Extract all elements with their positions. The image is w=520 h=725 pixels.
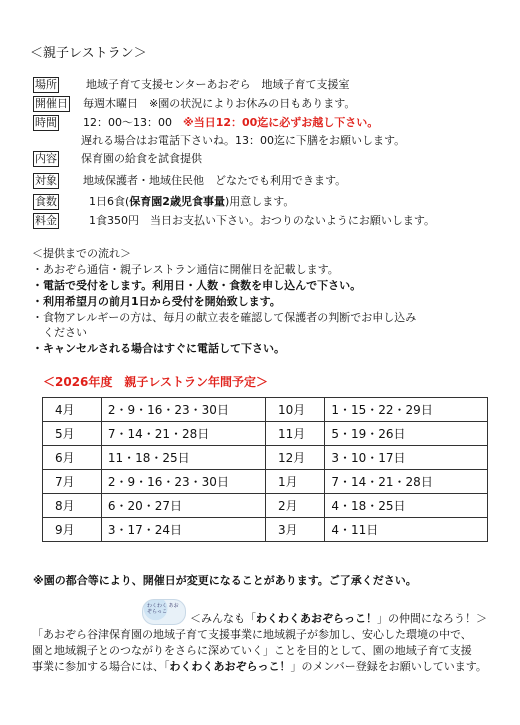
info-value-time-line2: 遅れる場合はお電話下さいね。13：00迄に下膳をお願いします。: [81, 134, 406, 147]
info-label-date: 開催日: [35, 97, 68, 110]
schedule-dates: 6・20・27日: [101, 494, 265, 518]
flow-item: ・あおぞら通信・親子レストラン通信に開催日を記載します。: [32, 263, 339, 276]
schedule-dates: 7・14・21・28日: [101, 422, 265, 446]
page-title: ＜親子レストラン＞: [30, 46, 147, 61]
schedule-row: [43, 470, 488, 494]
schedule-dates: 11・18・25日: [101, 446, 265, 470]
logo-text: わくわく あおぞらっこ: [147, 603, 179, 615]
schedule-month: 10月: [265, 398, 324, 422]
description-line: 園と地域親子とのつながりをさらに深めていく」ことを目的として、園の地域子育て支援: [32, 644, 472, 657]
schedule-row: [43, 422, 488, 446]
schedule-month: 2月: [265, 494, 324, 518]
flow-item: ・食物アレルギーの方は、毎月の献立表を確認して保護者の判断でお申し込み: [32, 311, 417, 324]
info-value-meals: 1日6食(保育園2歳児食事量)用意します。: [89, 195, 295, 208]
schedule-note: ※園の都合等により、開催日が変更になることがあります。ご了承ください。: [33, 574, 417, 587]
wakuwaku-logo: [142, 599, 186, 625]
schedule-dates: 5・19・26日: [325, 422, 488, 446]
schedule-month: 9月: [43, 518, 102, 542]
info-row-location: [33, 77, 350, 93]
info-value-target: 地域保護者・地域住民他 どなたでも利用できます。: [83, 174, 347, 187]
schedule-row: [43, 398, 488, 422]
info-row-target: [33, 173, 347, 189]
description-line: 「あおぞら谷津保育園の地域子育て支援事業に地域親子が参加し、安心した環境の中で、: [32, 628, 472, 641]
schedule-dates: 2・9・16・23・30日: [101, 398, 265, 422]
description-line: 事業に参加する場合には、「わくわくあおぞらっこ！」のメンバー登録をお願いしています。: [32, 660, 487, 673]
schedule-month: 11月: [265, 422, 324, 446]
flow-heading: ＜提供までの流れ＞: [32, 247, 131, 260]
schedule-month: 8月: [43, 494, 102, 518]
flow-item: ・電話で受付をします。利用日・人数・食数を申し込んで下さい。: [32, 279, 362, 292]
flow-item: ・利用希望月の前月1日から受付を開始致します。: [32, 295, 281, 308]
schedule-month: 3月: [265, 518, 324, 542]
schedule-dates: 3・10・17日: [325, 446, 488, 470]
schedule-dates: 7・14・21・28日: [325, 470, 488, 494]
info-label-content: 内容: [35, 152, 57, 165]
schedule-dates: 2・9・16・23・30日: [101, 470, 265, 494]
flow-item: ください: [32, 326, 87, 339]
schedule-month: 12月: [265, 446, 324, 470]
info-row-content: [33, 151, 202, 167]
info-value-content: 保育園の給食を試食提供: [81, 152, 202, 165]
schedule-row: [43, 494, 488, 518]
schedule-month: 5月: [43, 422, 102, 446]
info-label-time: 時間: [35, 116, 57, 129]
info-row-meals: [33, 194, 295, 210]
schedule-row: [43, 446, 488, 470]
schedule-table: [42, 397, 488, 542]
info-row-fee: [33, 213, 436, 229]
info-label-location: 場所: [35, 78, 57, 91]
info-value-date: 毎週木曜日 ※園の状況によりお休みの日もあります。: [83, 97, 356, 110]
schedule-title: ＜2026年度 親子レストラン年間予定＞: [43, 375, 269, 389]
schedule-dates: 4・11日: [325, 518, 488, 542]
schedule-month: 1月: [265, 470, 324, 494]
flow-item: ・キャンセルされる場合はすぐに電話して下さい。: [32, 342, 285, 355]
schedule-dates: 1・15・22・29日: [325, 398, 488, 422]
time-warning: ※当日12：00迄に必ずお越し下さい。: [183, 116, 379, 129]
info-row-date: [33, 96, 356, 112]
schedule-month: 7月: [43, 470, 102, 494]
schedule-dates: 3・17・24日: [101, 518, 265, 542]
join-heading: ＜みんなも「わくわくあおぞらっこ！」の仲間になろう！＞: [190, 612, 487, 625]
schedule-month: 6月: [43, 446, 102, 470]
schedule-dates: 4・18・25日: [325, 494, 488, 518]
info-label-fee: 料金: [35, 214, 57, 227]
schedule-row: [43, 518, 488, 542]
info-value-time: 12：00～13：00 ※当日12：00迄に必ずお越し下さい。: [83, 116, 379, 129]
info-value-fee: 1食350円 当日お支払い下さい。おつりのないようにお願いします。: [89, 214, 436, 227]
info-row-time: [33, 115, 379, 131]
schedule-month: 4月: [43, 398, 102, 422]
info-label-meals: 食数: [35, 195, 57, 208]
info-value-location: 地域子育て支援センターあおぞら 地域子育て支援室: [75, 78, 350, 91]
info-label-target: 対象: [35, 174, 57, 187]
